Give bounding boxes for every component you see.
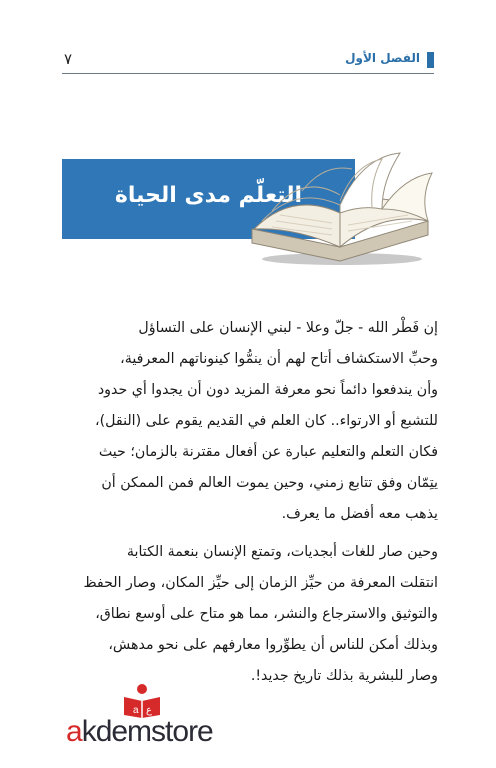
paragraph-line: وصار للبشرية بذلك تاريخ جديد!. xyxy=(250,668,438,684)
paragraph-line: للتشبع أو الارتواء.. كان العلم في القديم يقوم على (النقل)، xyxy=(95,413,438,429)
page-number: ٧ xyxy=(64,50,73,68)
watermark-accent: a xyxy=(66,715,82,748)
header-rule xyxy=(62,73,434,74)
section-banner xyxy=(62,157,434,265)
paragraph-line: وأن يندفعوا دائماً نحو معرفة المزيد دون أن يجدوا أي حدود xyxy=(97,382,438,398)
book-reader-logo-icon xyxy=(120,683,164,719)
paragraph-line: وحبِّ الاستكشاف أتاح لهم أن ينمُّوا كينوناتهم المعرفية، xyxy=(120,351,438,367)
paragraph-line: يتِمّان وفق تتابع زمني، وحين يموت العالم فمن الممكن أن xyxy=(101,475,438,491)
paragraph-2 xyxy=(56,537,438,692)
svg-text:ع: ع xyxy=(146,705,152,716)
paragraph-line: والتوثيق والاسترجاع والنشر، مما هو متاح على أوسع نطاق، xyxy=(95,606,438,622)
paragraph-1 xyxy=(56,313,438,530)
chapter-label: الفصل الأول xyxy=(345,51,420,65)
banner-title: التعلّم مدى الحياة xyxy=(114,183,303,208)
paragraph-line: وحين صار للغات أبجديات، وتمتع الإنسان بنعمة الكتابة xyxy=(126,544,438,560)
paragraph-line: انتقلت المعرفة من حيِّز الزمان إلى حيِّز المكان، وصار الحفظ xyxy=(83,575,438,591)
paragraph-line: فكان التعلم والتعليم عبارة عن أفعال مقترنة بالزمان؛ حيث xyxy=(98,444,438,460)
watermark-rest: kdemstore xyxy=(81,715,213,748)
svg-text:a: a xyxy=(133,705,139,716)
watermark xyxy=(66,683,236,753)
open-book-icon xyxy=(232,151,442,271)
watermark-text xyxy=(66,715,213,749)
paragraph-line: إن فَطْر الله - جلّ وعلا - لبني الإنسان على التساؤل xyxy=(138,320,438,336)
paragraph-line: يذهب معه أفضل ما يعرف. xyxy=(281,506,438,522)
paragraph-line: وبذلك أمكن للناس أن يطوِّروا معارفهم على نحو مدهش، xyxy=(108,637,438,653)
page-header xyxy=(62,50,434,78)
chapter-marker xyxy=(427,52,434,68)
